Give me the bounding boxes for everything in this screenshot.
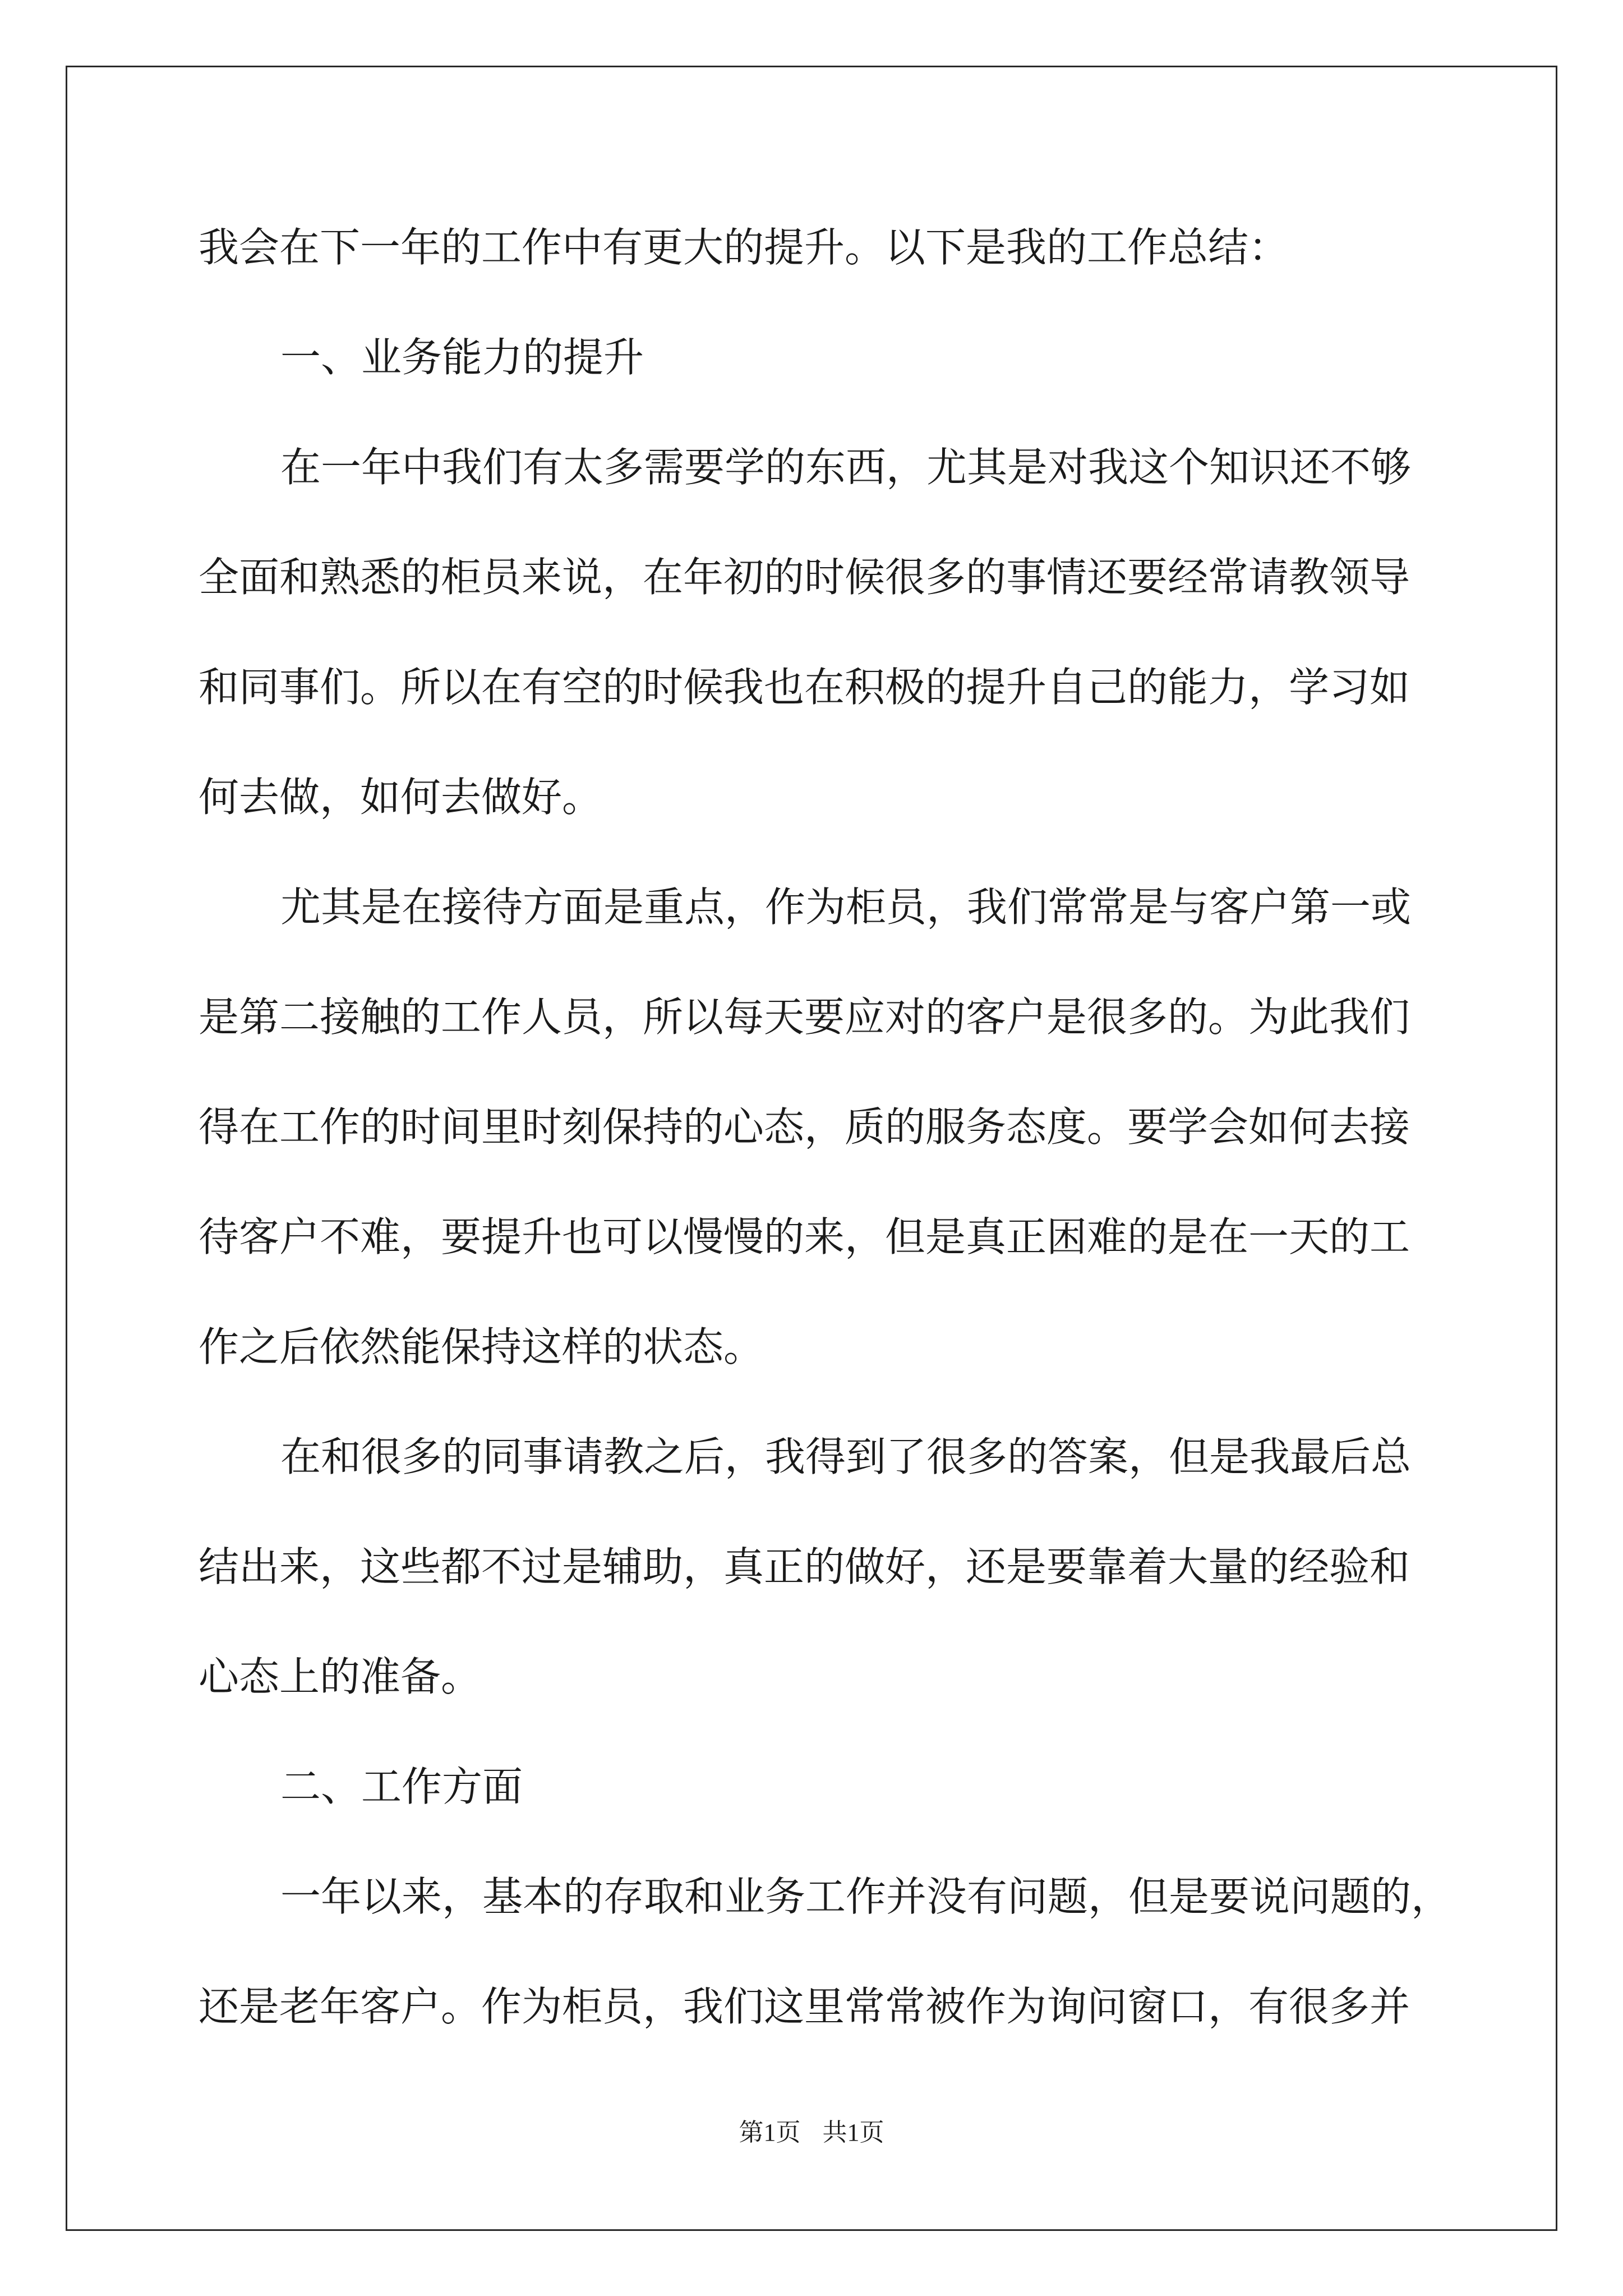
page-number: 第1页: [739, 2119, 801, 2146]
section-heading: 一、业务能力的提升: [280, 334, 644, 381]
text-line: 在和很多的同事请教之后，我得到了很多的答案，但是我最后总: [280, 1433, 1412, 1480]
text-line: 得在工作的时间里时刻保持的心态，质的服务态度。要学会如何去接: [199, 1103, 1410, 1151]
text-line: 待客户不难，要提升也可以慢慢的来，但是真正困难的是在一天的工: [199, 1213, 1410, 1260]
text-line: 心态上的准备。: [199, 1653, 482, 1700]
text-line: 在一年中我们有太多需要学的东西，尤其是对我这个知识还不够: [280, 444, 1412, 491]
text-line: 还是老年客户。作为柜员，我们这里常常被作为询问窗口，有很多并: [199, 1983, 1410, 2030]
text-line: 作之后依然能保持这样的状态。: [199, 1323, 764, 1370]
text-line: 和同事们。所以在有空的时候我也在积极的提升自己的能力，学习如: [199, 664, 1410, 711]
text-line: 是第二接触的工作人员，所以每天要应对的客户是很多的。为此我们: [199, 993, 1410, 1041]
text-line: 全面和熟悉的柜员来说，在年初的时候很多的事情还要经常请教领导: [199, 554, 1410, 601]
section-heading: 二、工作方面: [280, 1763, 523, 1810]
text-line: 尤其是在接待方面是重点，作为柜员，我们常常是与客户第一或: [280, 884, 1412, 931]
text-line: 结出来，这些都不过是辅助，真正的做好，还是要靠着大量的经验和: [199, 1543, 1410, 1590]
page-count: 共1页: [822, 2119, 884, 2146]
page-footer: [0, 2116, 1623, 2150]
text-line: 何去做，如何去做好。: [199, 774, 603, 821]
text-line: 一年以来，基本的存取和业务工作并没有问题，但是要说问题的，: [280, 1873, 1452, 1920]
text-line: 我会在下一年的工作中有更大的提升。以下是我的工作总结：: [199, 224, 1289, 271]
